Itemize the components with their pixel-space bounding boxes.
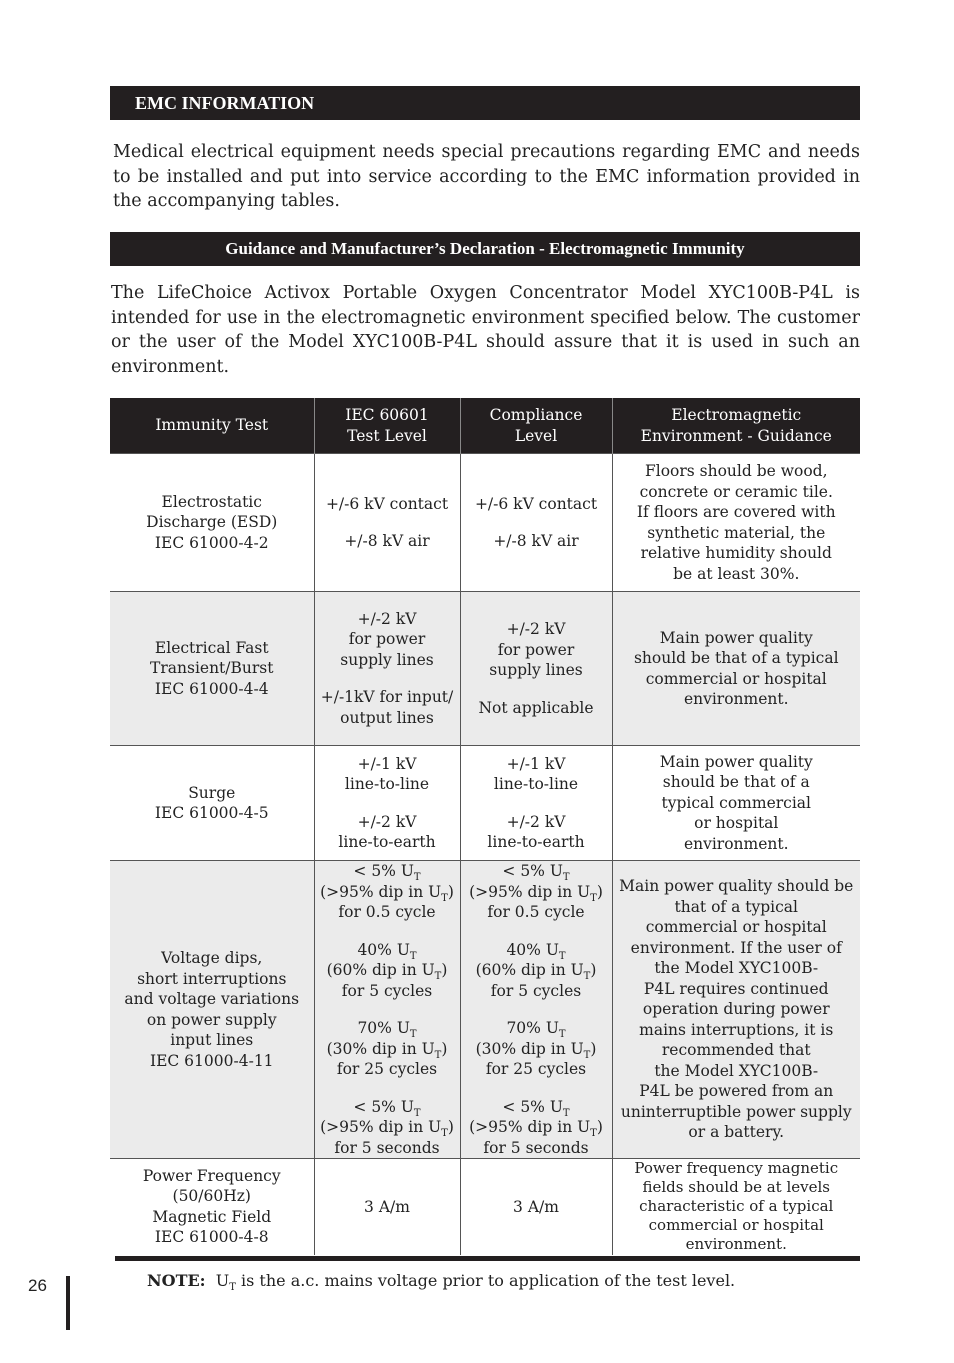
compliance-level-cell: 3 A/m [460, 1159, 612, 1255]
immunity-test-cell: Power Frequency (50/60Hz) Magnetic Field IEC 61000-4-8 [110, 1159, 314, 1255]
test-level-line: +/-1kV for input/ output lines [320, 688, 454, 727]
dip-entry: 40% $U_T$ (60% dip in $U_T$) for 5 cycles [475, 940, 597, 1000]
table-header-row [110, 398, 860, 454]
test-level-line: +/-2 kV line-to-earth [338, 812, 436, 851]
immunity-section-heading [110, 232, 860, 266]
compliance-level-cell [460, 454, 612, 592]
dip-entry: 70% $U_T$ (30% dip in $U_T$) for 25 cycles [326, 1019, 448, 1078]
compliance-level-line: +/-2 kV line-to-earth [487, 812, 585, 851]
page-margin-rule [66, 1276, 70, 1330]
dip-entry: < 5% $U_T$ (>95% dip in $U_T$) for 5 seconds [320, 1097, 454, 1157]
guidance-cell: Main power quality should be that of a typical commercial or hospital environment. If the user of the Model XYC100B- P4L requires continued operation during power mains interruptions, it is recommended that the Model XYC100B- P4L be powered from an uninterruptible power supply or a battery. [612, 861, 860, 1159]
dip-entry: 40% $U_T$ (60% dip in $U_T$) for 5 cycles [326, 940, 448, 1000]
table-row [110, 746, 860, 861]
note-symbol: U [215, 1271, 230, 1290]
intro-paragraph: Medical electrical equipment needs special precautions regarding EMC and needs to be installed and put into service according to the EMC information provided in the accompanying tables. [113, 142, 860, 211]
guidance-cell: Floors should be wood, concrete or ceramic tile. If floors are covered with synthetic material, the relative humidity should be at least 30%. [612, 454, 860, 592]
immunity-section-title: Guidance and Manufacturer’s Declaration - Electromagnetic Immunity [225, 239, 745, 258]
note-text: is the a.c. mains voltage prior to application of the test level. [235, 1271, 736, 1290]
test-level-cell [314, 592, 460, 746]
compliance-level-line: +/-6 kV contact [474, 494, 598, 513]
test-level-line: +/-1 kV line-to-line [344, 754, 430, 793]
table-bottom-rule [115, 1256, 860, 1261]
test-level-cell [314, 861, 460, 1159]
scope-paragraph: The LifeChoice Activox Portable Oxygen Concentrator Model XYC100B-P4L is intended for use in the electromagnetic environment specified below. The customer or the user of the Model XYC100B-P4L should assure that it is used in such an environment. [111, 283, 860, 377]
compliance-level-line: +/-1 kV line-to-line [493, 754, 579, 793]
immunity-test-cell: Electrical Fast Transient/Burst IEC 61000-4-4 [110, 592, 314, 746]
header-immunity-test: Immunity Test [110, 398, 314, 454]
emc-information-heading [110, 86, 860, 120]
table-row [110, 1159, 860, 1255]
test-level-line: +/-2 kV for power supply lines [340, 609, 434, 669]
dip-entry: < 5% $U_T$ (>95% dip in $U_T$) for 0.5 cycle [320, 862, 454, 921]
immunity-test-cell: Electrostatic Discharge (ESD) IEC 61000-4-2 [110, 454, 314, 592]
table-row [110, 454, 860, 592]
note-subscript: T [229, 1282, 236, 1294]
test-level-line: +/-6 kV contact [325, 494, 449, 513]
immunity-test-cell: Surge IEC 61000-4-5 [110, 746, 314, 861]
header-compliance-level: Compliance Level [460, 398, 612, 454]
table-row [110, 861, 860, 1159]
test-level-cell: 3 A/m [314, 1159, 460, 1255]
page-number: 26 [28, 1276, 47, 1295]
dip-entry: < 5% $U_T$ (>95% dip in $U_T$) for 5 seconds [469, 1097, 603, 1157]
test-level-cell [314, 454, 460, 592]
dip-entry: < 5% $U_T$ (>95% dip in $U_T$) for 0.5 cycle [469, 862, 603, 921]
table-row [110, 592, 860, 746]
guidance-cell: Main power quality should be that of a typical commercial or hospital environment. [612, 746, 860, 861]
compliance-level-cell [460, 861, 612, 1159]
note-label: NOTE: [147, 1271, 206, 1290]
guidance-cell: Power frequency magnetic fields should be at levels characteristic of a typical commercial or hospital environment. [612, 1159, 860, 1255]
compliance-level-line: +/-8 kV air [493, 532, 579, 550]
compliance-level-line: +/-2 kV for power supply lines [489, 620, 583, 679]
compliance-level-line: Not applicable [478, 698, 594, 717]
footnote [147, 1271, 736, 1294]
header-guidance: Electromagnetic Environment - Guidance [612, 398, 860, 454]
test-level-cell [314, 746, 460, 861]
compliance-level-cell [460, 592, 612, 746]
compliance-level-cell [460, 746, 612, 861]
dip-entry: 70% $U_T$ (30% dip in $U_T$) for 25 cycles [475, 1019, 597, 1078]
immunity-test-cell: Voltage dips, short interruptions and voltage variations on power supply input lines IEC 61000-4-11 [110, 861, 314, 1159]
test-level-line: +/-8 kV air [344, 532, 430, 550]
immunity-table [110, 398, 860, 1255]
guidance-cell: Main power quality should be that of a typical commercial or hospital environment. [612, 592, 860, 746]
emc-information-title: EMC INFORMATION [135, 92, 315, 113]
header-test-level: IEC 60601 Test Level [314, 398, 460, 454]
